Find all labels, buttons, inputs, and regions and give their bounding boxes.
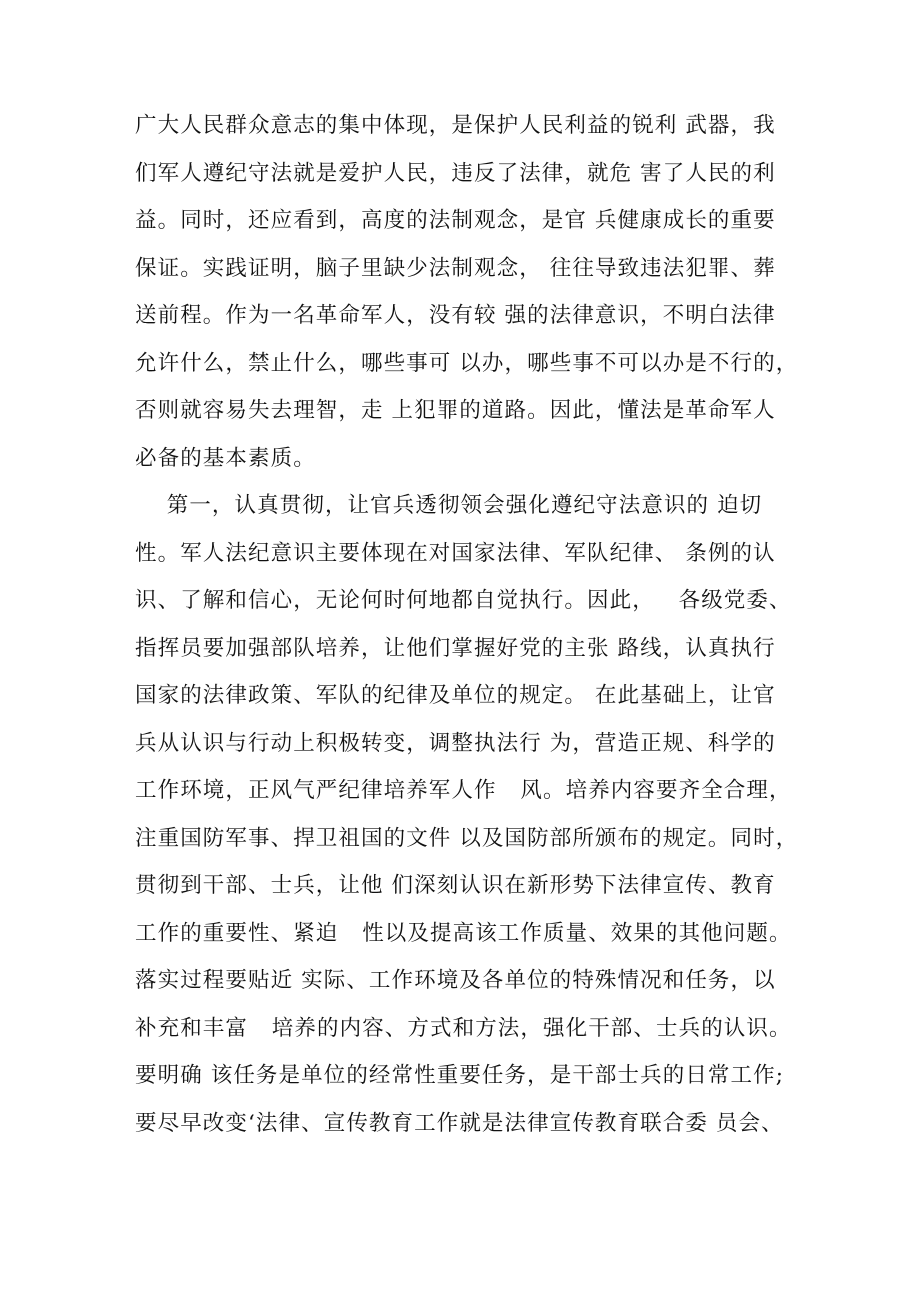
text-line-9: 第一，认真贯彻，让官兵透彻领会强化遵纪守法意识的 迫切 bbox=[135, 493, 763, 518]
text-line-21: 要明确 该任务是单位的经常性重要任务，是干部士兵的日常工作; bbox=[135, 1063, 785, 1088]
text-line-14: 兵从认识与行动上积极转变，调整执法行 为，营造正规、科学的 bbox=[135, 730, 776, 756]
text-line-5: 送前程。作为一名革命军人，没有较 强的法律意识，不明白法律 bbox=[135, 303, 776, 328]
body-text bbox=[135, 102, 805, 1147]
text-line-1: 广大人民群众意志的集中体现，是保护人民利益的锐利 武器，我 bbox=[135, 113, 776, 138]
text-line-20: 补充和丰富 培养的内容、方式和方法，强化干部、士兵的认识。 bbox=[135, 1015, 792, 1041]
text-line-6: 允许什么，禁止什么，哪些事可 以办，哪些事不可以办是不行的， bbox=[135, 350, 799, 376]
text-line-19: 落实过程要贴近 实际、工作环境及各单位的特殊情况和任务，以 bbox=[135, 968, 776, 993]
text-line-13: 国家的法律政策、军队的纪律及单位的规定。 在此基础上，让官 bbox=[135, 683, 776, 708]
text-line-8: 必备的基本素质。 bbox=[135, 445, 316, 471]
text-line-11: 识、了解和信心，无论何时何地都自觉执行。因此， 各级党委、 bbox=[135, 588, 792, 613]
text-line-4: 保证。实践证明，脑子里缺少法制观念， 往往导致违法犯罪、葬 bbox=[135, 255, 776, 281]
text-line-10: 性。军人法纪意识主要体现在对国家法律、军队纪律、 条例的认 bbox=[135, 540, 776, 566]
text-line-2: 们军人遵纪守法就是爱护人民，违反了法律，就危 害了人民的利 bbox=[135, 160, 776, 186]
text-line-18: 工作的重要性、紧迫 性以及提高该工作质量、效果的其他问题。 bbox=[135, 920, 792, 946]
text-line-22: 要尽早改变‘法律、宣传教育工作就是法律宣传教育联合委 员会、 bbox=[135, 1110, 784, 1136]
text-line-15: 工作环境，正风气严纪律培养军人作 风。培养内容要齐全合理， bbox=[135, 778, 792, 803]
text-line-7: 否则就容易失去理智，走 上犯罪的道路。因此，懂法是革命军人 bbox=[135, 398, 776, 423]
text-line-3: 益。同时，还应看到，高度的法制观念，是官 兵健康成长的重要 bbox=[135, 208, 776, 233]
text-line-12: 指挥员要加强部队培养，让他们掌握好党的主张 路线，认真执行 bbox=[135, 635, 776, 661]
text-line-16: 注重国防军事、捍卫祖国的文件 以及国防部所颁布的规定。同时， bbox=[135, 825, 799, 851]
text-line-17: 贯彻到干部、士兵，让他 们深刻认识在新形势下法律宣传、教育 bbox=[135, 873, 776, 898]
